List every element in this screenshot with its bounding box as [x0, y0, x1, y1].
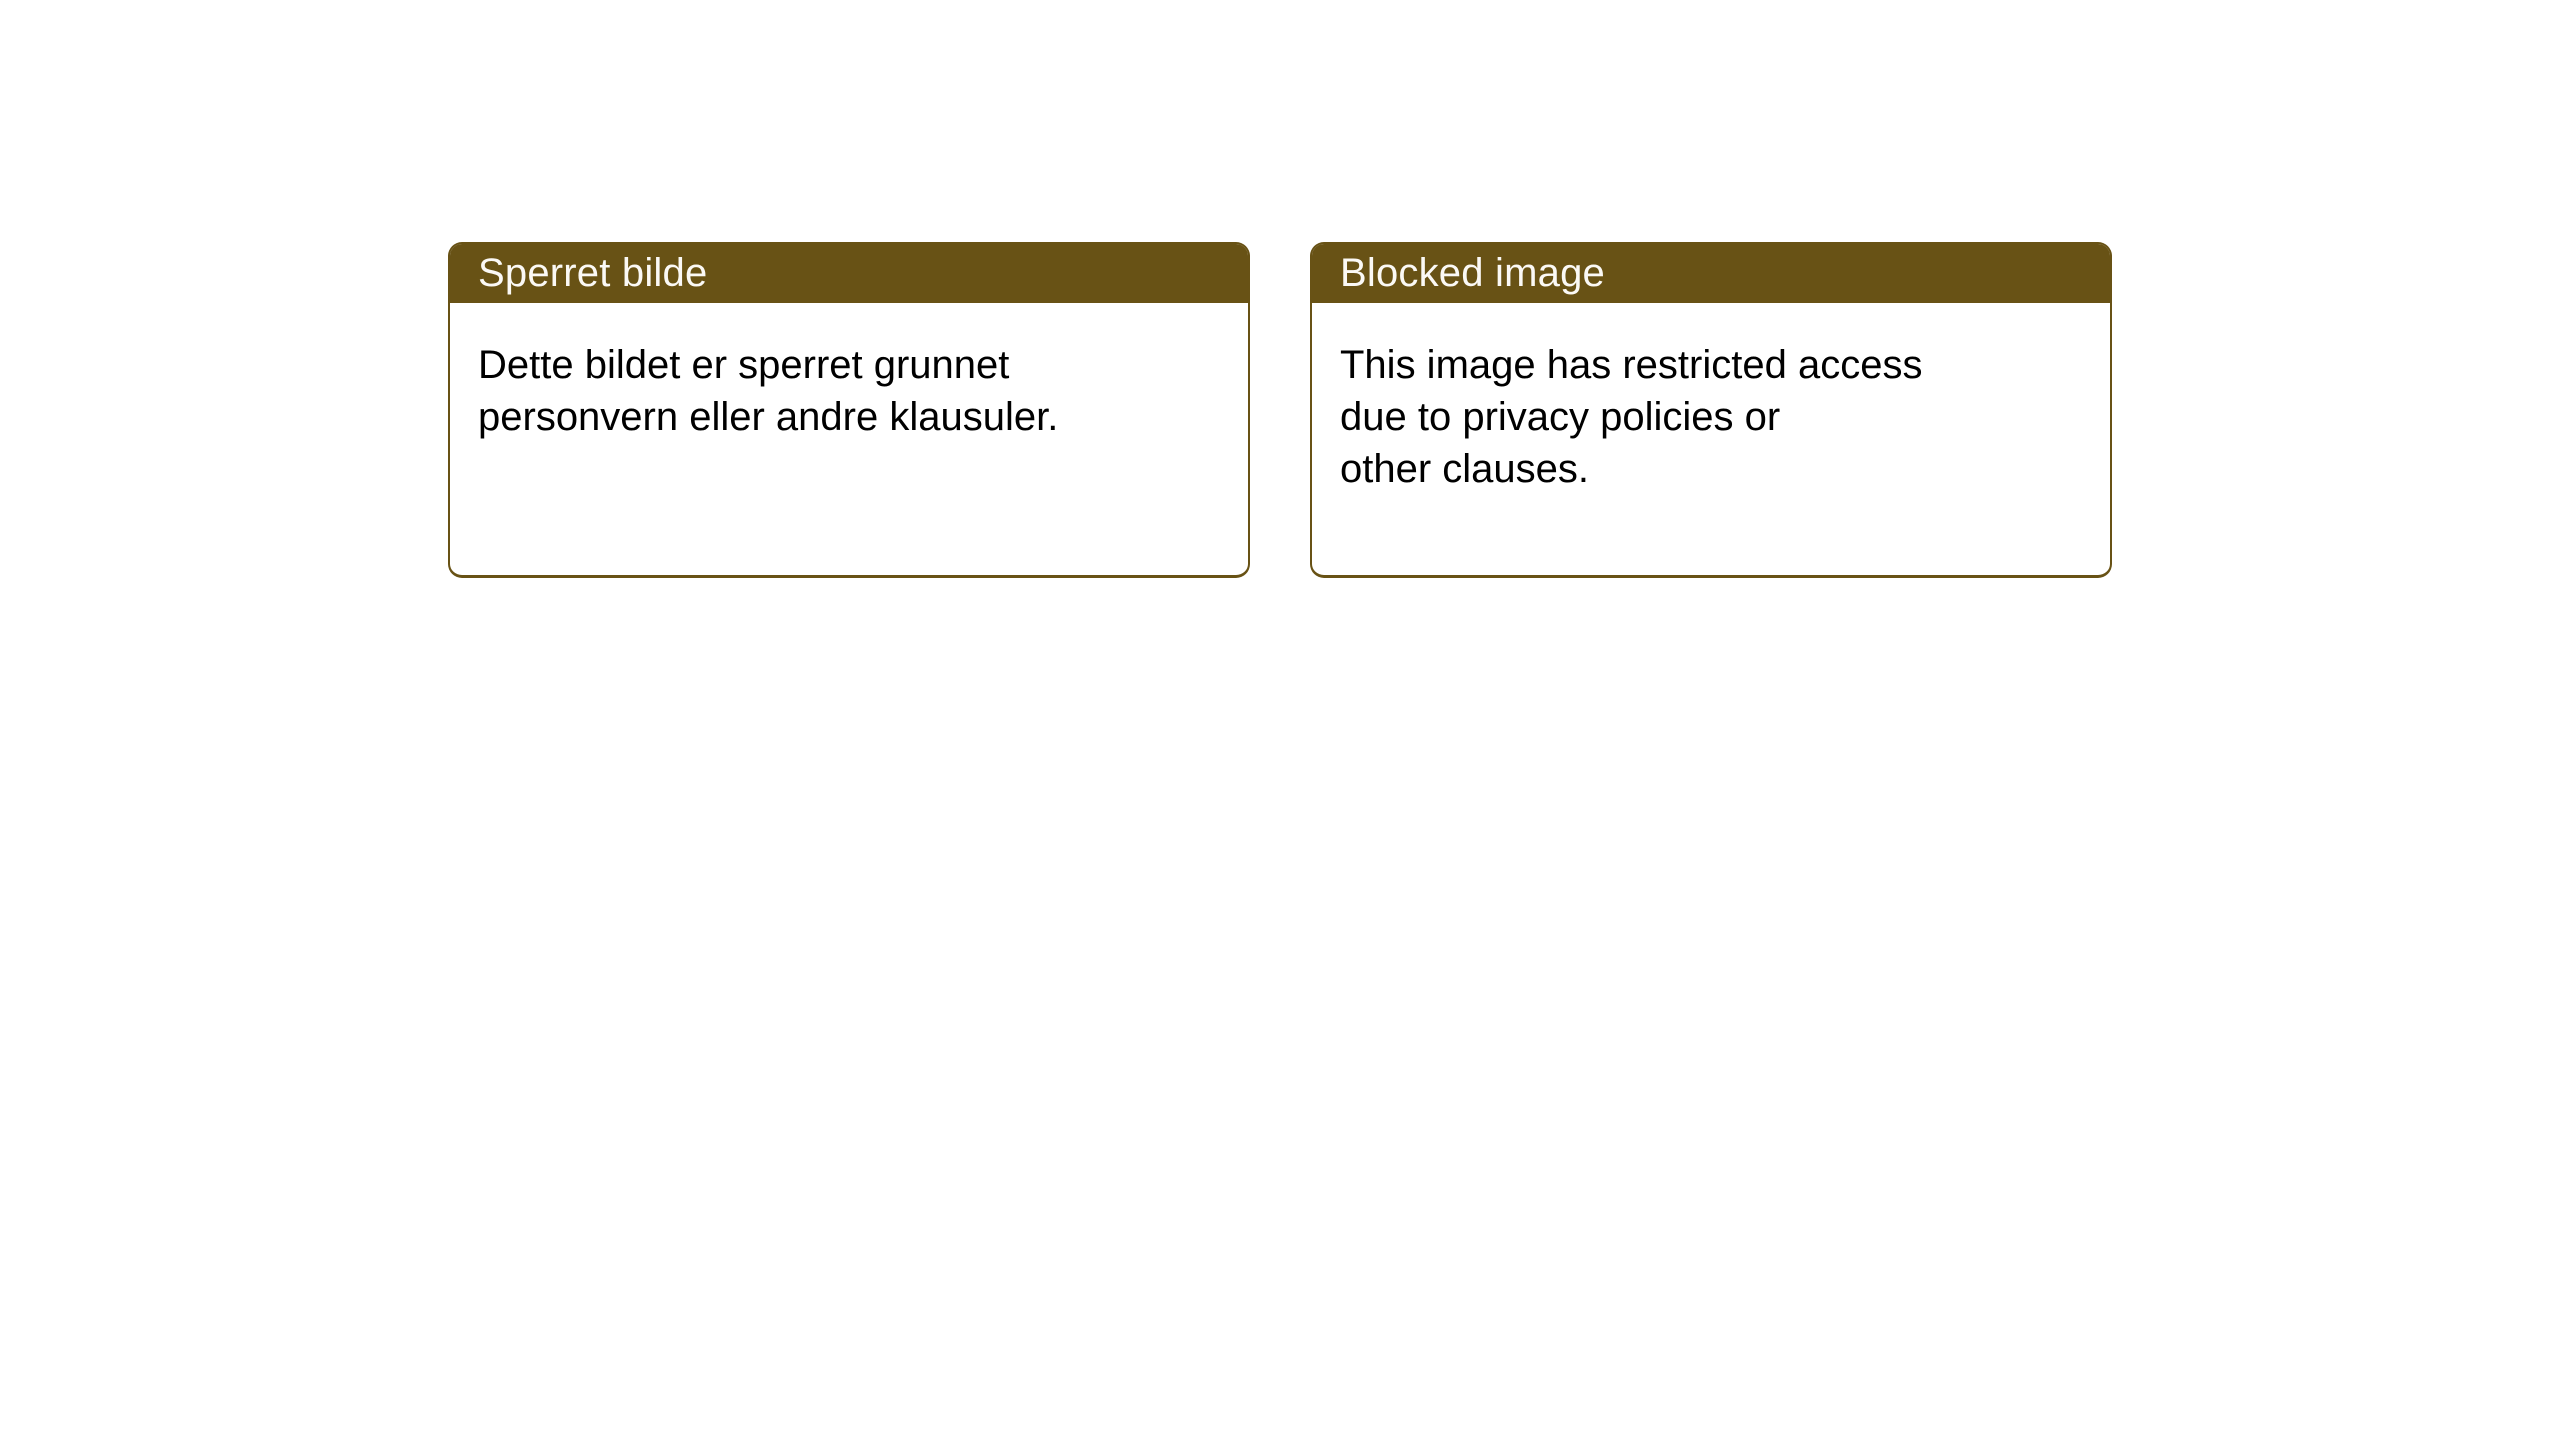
card-body-line: personvern eller andre klausuler. [478, 395, 1059, 439]
blocked-image-card-norwegian [448, 242, 1250, 578]
card-body-line: This image has restricted access [1340, 343, 1923, 387]
card-header [1312, 244, 2110, 303]
card-title: Blocked image [1340, 251, 1605, 295]
blocked-image-card-english [1310, 242, 2112, 578]
card-body [450, 303, 1248, 443]
card-body-line: due to privacy policies or [1340, 395, 1781, 439]
card-body-line: Dette bildet er sperret grunnet [478, 343, 1010, 387]
card-body [1312, 303, 2110, 495]
card-title: Sperret bilde [478, 251, 708, 295]
card-body-line: other clauses. [1340, 447, 1590, 491]
card-header [450, 244, 1248, 303]
